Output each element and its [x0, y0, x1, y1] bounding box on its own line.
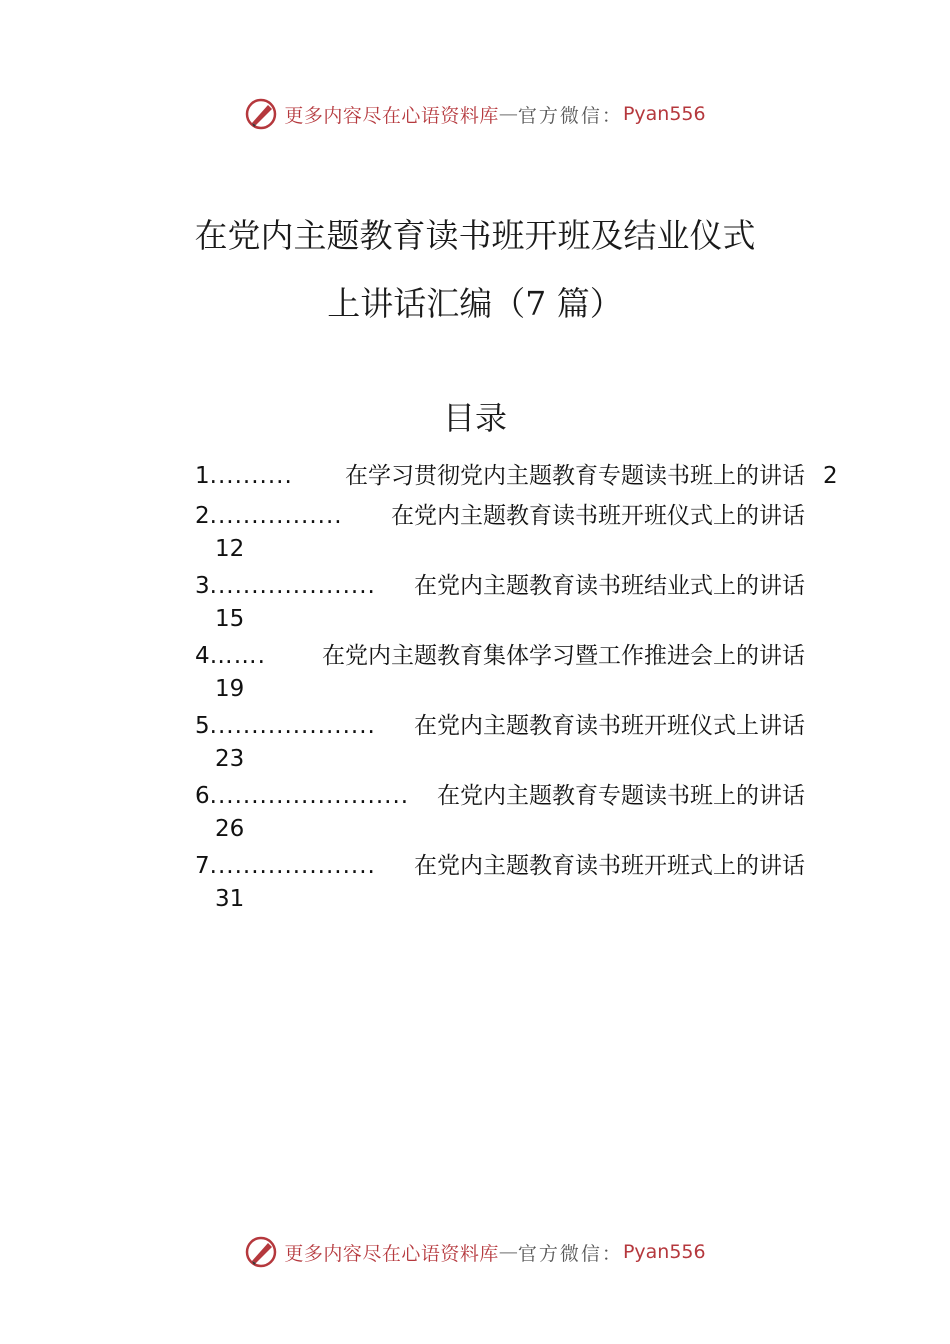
banner-wechat-label: 官方微信：	[517, 1242, 623, 1265]
document-title-line-1: 在党内主题教育读书班开班及结业仪式	[194, 216, 756, 255]
toc-heading: 目录	[442, 399, 507, 437]
toc-entry-leader: ....................	[209, 713, 376, 739]
header-banner	[0, 94, 950, 134]
toc-entry[interactable]	[195, 458, 855, 498]
toc-entry-title: 在党内主题教育专题读书班上的讲话	[437, 783, 805, 809]
toc-entry-number: 6	[195, 783, 210, 809]
toc-entry-number: 7	[195, 853, 210, 879]
toc-entry-leader: ....................	[209, 853, 376, 879]
toc-entry-line	[195, 458, 805, 494]
footer-banner	[0, 1232, 950, 1272]
toc-entry-leader: ................	[209, 503, 343, 529]
toc-entry-line	[195, 498, 805, 534]
table-of-contents	[195, 458, 855, 918]
toc-entry[interactable]	[195, 638, 855, 708]
toc-entry[interactable]	[195, 848, 855, 918]
pen-logo-icon	[244, 97, 278, 131]
toc-entry-page: 19	[215, 676, 245, 702]
toc-entry-leader: ....................	[209, 573, 376, 599]
toc-entry[interactable]	[195, 498, 855, 568]
toc-entry-title: 在党内主题教育读书班开班仪式上的讲话	[391, 503, 805, 529]
banner-wechat-id: Pyan556	[622, 1241, 706, 1263]
document-title-line-2: 上讲话汇编（7 篇）	[327, 284, 623, 323]
toc-entry-number: 5	[195, 713, 210, 739]
toc-entry-leader: …….	[209, 643, 266, 669]
toc-entry-page: 26	[215, 816, 245, 842]
toc-entry[interactable]	[195, 778, 855, 848]
toc-entry-title: 在学习贯彻党内主题教育专题读书班上的讲话	[345, 463, 805, 489]
toc-entry-line	[195, 568, 805, 604]
toc-entry-title: 在党内主题教育读书班开班式上的讲话	[414, 853, 805, 879]
toc-entry-leader: ........................	[209, 783, 410, 809]
banner-text: 更多内容尽在心语资料库	[284, 104, 499, 127]
banner-separator: —	[498, 1241, 518, 1263]
toc-entry[interactable]	[195, 568, 855, 638]
toc-entry-page: 2	[823, 463, 838, 489]
toc-entry-page: 15	[215, 606, 245, 632]
toc-entry-number: 1	[195, 463, 210, 489]
banner-wechat-id: Pyan556	[622, 103, 706, 125]
toc-entry-leader: ..........	[209, 463, 293, 489]
banner-text: 更多内容尽在心语资料库	[284, 1242, 499, 1265]
pen-logo-icon	[244, 1235, 278, 1269]
toc-entry-number: 2	[195, 503, 210, 529]
toc-entry-line	[195, 638, 805, 674]
toc-entry-line	[195, 708, 805, 744]
toc-entry-page: 23	[215, 746, 245, 772]
toc-entry-title: 在党内主题教育集体学习暨工作推进会上的讲话	[322, 643, 805, 669]
toc-entry-page: 12	[215, 536, 245, 562]
toc-entry-title: 在党内主题教育读书班结业式上的讲话	[414, 573, 805, 599]
banner-separator: —	[498, 103, 518, 125]
banner-wechat-label: 官方微信：	[517, 104, 623, 127]
toc-entry-line	[195, 778, 805, 814]
toc-entry-page: 31	[215, 886, 245, 912]
toc-entry-title: 在党内主题教育读书班开班仪式上讲话	[414, 713, 805, 739]
toc-entry[interactable]	[195, 708, 855, 778]
toc-entry-number: 3	[195, 573, 210, 599]
toc-entry-number: 4	[195, 643, 210, 669]
toc-entry-line	[195, 848, 805, 884]
